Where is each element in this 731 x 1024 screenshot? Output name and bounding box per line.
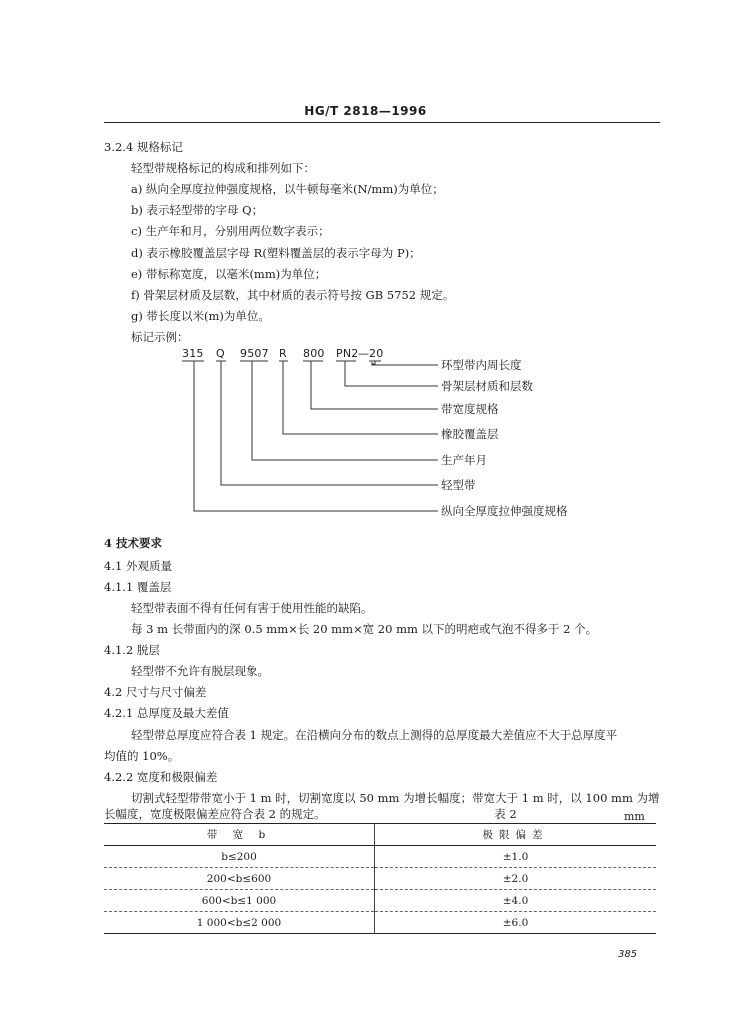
section-3-2-4-heading: 3.2.4 规格标记 [104,140,183,154]
table-cell: ±6.0 [502,916,529,929]
table-cell: ±2.0 [375,868,657,890]
example-code-r: R [279,347,287,360]
example-label-strength: 纵向全厚度拉伸强度规格 [441,504,568,518]
table-unit: mm [624,810,645,823]
example-code-dash: — [358,347,370,360]
table-row [104,846,656,868]
paragraph: 轻型带总厚度应符合表 1 规定。在沿横向分布的数点上测得的总厚度最大差值应不大于总厚度平 [131,728,618,742]
paragraph: 每 3 m 长带面内的深 0.5 mm×长 20 mm×宽 20 mm 以下的明疤或气泡不得多于 2 个。 [131,622,598,636]
example-label-width: 带宽度规格 [441,402,499,416]
list-item: d) 表示橡胶覆盖层字母 R(塑料覆盖层的表示字母为 P)； [131,246,421,260]
list-item: e) 带标称宽度，以毫米(mm)为单位； [131,267,327,281]
paragraph: 轻型带表面不得有任何有害于使用性能的缺陷。 [131,601,373,615]
example-title: 标记示例： [131,330,189,344]
section-4-1-2-heading: 4.1.2 脱层 [104,643,160,657]
paragraph: 长幅度，宽度极限偏差应符合表 2 的规定。 [104,807,326,821]
table-cell: 1 000<b≤2 000 [104,912,375,934]
section-4-heading: 4 技术要求 [104,536,163,550]
section-4-2-2-heading: 4.2.2 宽度和极限偏差 [104,770,218,784]
table-cell: 600<b≤1 000 [104,890,375,912]
table-caption: 表 2 [494,807,517,821]
standard-header: HG/T 2818—1996 [304,104,427,118]
example-code-width: 800 [303,347,325,360]
example-code-length: 20 [369,347,384,360]
list-item: c) 生产年和月，分别用两位数字表示； [131,224,330,238]
list-item: a) 纵向全厚度拉伸强度规格，以牛顿每毫米(N/mm)为单位； [131,182,444,196]
example-label-length: 环型带内周长度 [441,358,522,372]
column-header-deviation: 极限偏差 [482,829,549,841]
example-code-strength: 315 [182,347,204,360]
section-4-1-1-heading: 4.1.1 覆盖层 [104,580,172,594]
paragraph: 切割式轻型带带宽小于 1 m 时，切割宽度以 50 mm 为增长幅度；带宽大于 1 m 时，以 100 mm 为增 [131,791,660,805]
page-number: 385 [618,949,638,960]
spec-table [104,823,656,934]
example-code-ply: PN2 [336,347,359,360]
column-header-width: 带 宽 b [104,824,375,846]
section-4-2-heading: 4.2 尺寸与尺寸偏差 [104,685,207,699]
table-cell: 200<b≤600 [104,868,375,890]
table-cell: ±1.0 [375,846,657,868]
example-code-q: Q [216,347,225,360]
table-row [104,912,656,934]
example-code-date: 9507 [240,347,269,360]
section-4-1-heading: 4.1 外观质量 [104,559,172,573]
table-cell: ±4.0 [375,890,657,912]
example-label-belt: 轻型带 [441,478,476,492]
table-row [104,868,656,890]
section-4-2-1-heading: 4.2.1 总厚度及最大差值 [104,706,229,720]
paragraph: 轻型带不允许有脱层现象。 [131,664,269,678]
list-item: g) 带长度以米(m)为单位。 [131,309,270,323]
table-row [104,890,656,912]
table-header-row [104,824,656,846]
list-item: b) 表示轻型带的字母 Q； [131,203,264,217]
paragraph: 均值的 10%。 [104,749,180,763]
list-item: f) 骨架层材质及层数，其中材质的表示符号按 GB 5752 规定。 [131,288,455,302]
example-label-cover: 橡胶覆盖层 [441,427,499,441]
section-3-2-4-intro: 轻型带规格标记的构成和排列如下： [131,161,315,175]
example-label-date: 生产年月 [441,453,487,467]
example-label-ply: 骨架层材质和层数 [441,379,533,393]
table-cell: b≤200 [104,846,375,868]
